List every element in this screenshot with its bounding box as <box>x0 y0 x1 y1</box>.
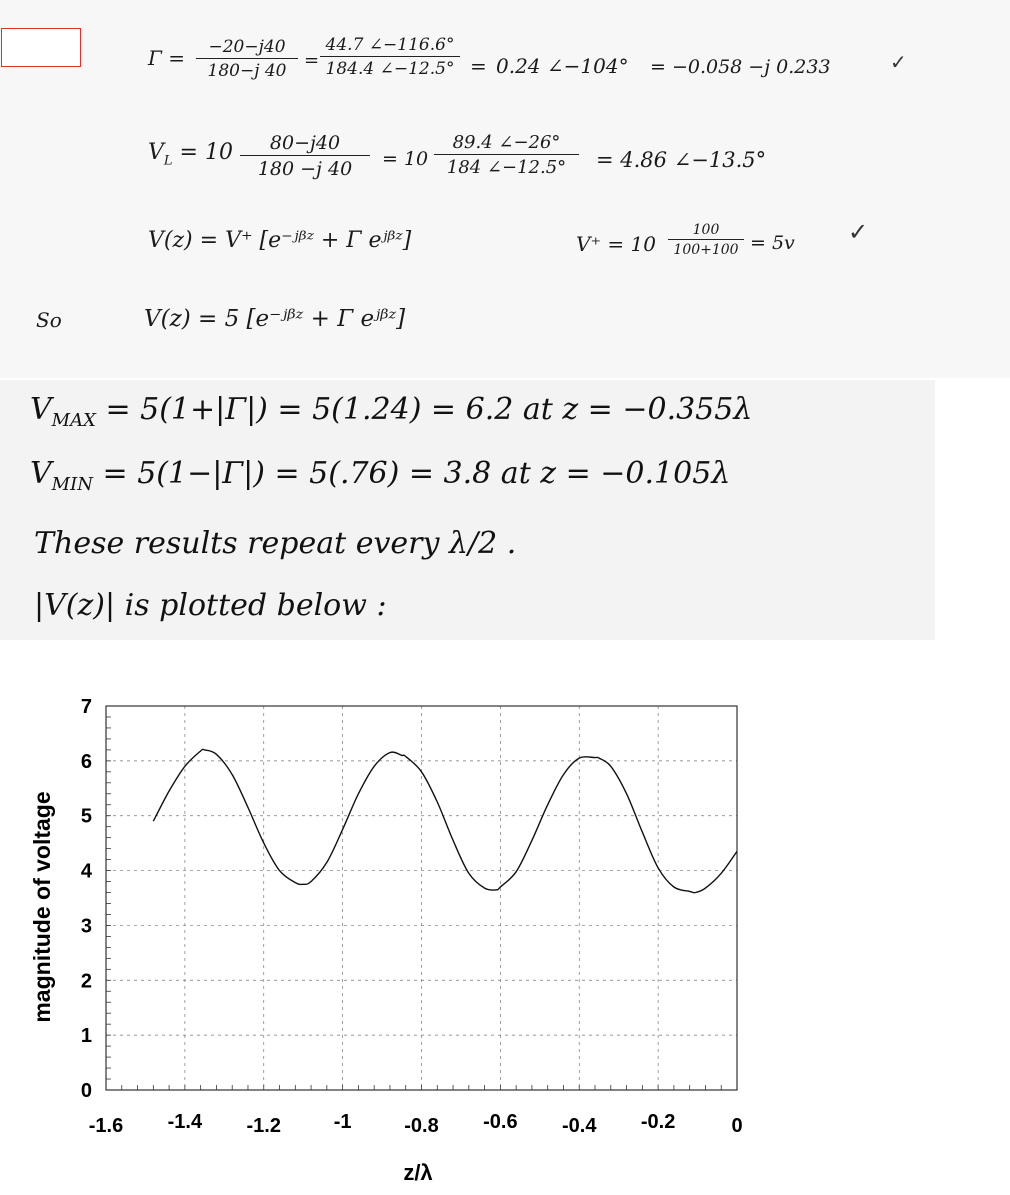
x-tick-label: -0.2 <box>640 1111 676 1133</box>
vl-eq-1: = 10 <box>382 148 429 170</box>
vplus-fraction <box>668 222 744 258</box>
x-tick-label: 0 <box>731 1115 743 1137</box>
vl-symbol: V <box>148 140 164 165</box>
gamma-rect: = −0.058 −j 0.233 <box>650 56 831 78</box>
y-tick-label: 6 <box>80 750 92 773</box>
x-tick-label: -0.4 <box>562 1115 597 1137</box>
so-word: So <box>36 308 62 332</box>
x-tick-label: -1 <box>333 1111 352 1133</box>
vmin-symbol: V <box>30 456 52 491</box>
x-tick-label: -1.2 <box>246 1115 281 1137</box>
vmin-subscript: MIN <box>51 474 93 495</box>
gamma-eq-2: = <box>470 54 487 78</box>
vl-multiplier: = 10 <box>179 140 233 165</box>
y-tick-label: 5 <box>80 805 92 828</box>
y-tick-label: 7 <box>80 696 92 718</box>
gamma-f1-denominator: 180−j 40 <box>207 61 287 81</box>
checkmark-icon: ✓ <box>890 50 907 74</box>
y-tick-label: 3 <box>80 915 92 938</box>
vl-result: = 4.86 ∠−13.5° <box>596 148 767 172</box>
vz-general-text: V(z) = V⁺ [e⁻ʲᵝᶻ + Γ eʲᵝᶻ] <box>148 228 412 253</box>
y-axis-label: magnitude of voltage <box>29 791 55 1023</box>
repeat-note: These results repeat every λ/2 . <box>34 526 517 561</box>
y-tick-label: 1 <box>80 1025 92 1048</box>
plot-grid <box>106 706 737 1090</box>
y-tick-label: 0 <box>80 1080 92 1102</box>
vplus-lhs: V⁺ = 10 <box>576 232 656 256</box>
vz-specific-text: V(z) = 5 [e⁻ʲᵝᶻ + Γ eʲᵝᶻ] <box>144 306 406 332</box>
vl-f1-numerator: 80−j40 <box>240 132 370 156</box>
x-tick-label: -0.6 <box>483 1111 518 1133</box>
vl-f2-numerator: 89.4 ∠−26° <box>434 132 579 155</box>
gamma-eq-1: = <box>304 50 320 71</box>
plotted-note: |V(z)| is plotted below : <box>34 588 387 623</box>
vplus-numerator: 100 <box>668 222 744 240</box>
vplus-rhs: = 5v <box>750 232 795 254</box>
gamma-polar: 0.24 ∠−104° <box>496 54 629 78</box>
vmax-subscript: MAX <box>51 410 96 431</box>
x-tick-label: -1.4 <box>167 1111 203 1133</box>
vplus-denominator: 100+100 <box>673 242 739 258</box>
x-tick-label: -1.6 <box>88 1115 124 1137</box>
vmax-text <box>30 392 752 431</box>
vl-fraction-1 <box>240 132 370 180</box>
checkmark-icon: ✓ <box>848 218 869 246</box>
gamma-fraction-2 <box>320 35 460 79</box>
x-tick-label: -0.8 <box>404 1115 439 1137</box>
voltage-plot <box>0 680 1010 1195</box>
y-tick-label: 2 <box>80 970 92 993</box>
vl-fraction-2 <box>434 132 579 178</box>
y-tick-label: 4 <box>80 860 92 883</box>
vmin-text <box>30 456 730 495</box>
x-axis-label: z/λ <box>403 1160 433 1185</box>
vl-f1-denominator: 180 −j 40 <box>257 158 353 180</box>
vl-lhs <box>148 140 233 168</box>
vmax-expression: = 5(1+|Γ|) = 5(1.24) = 6.2 at z = −0.355λ <box>105 392 753 427</box>
gamma-f1-numerator: −20−j40 <box>196 37 298 59</box>
red-outline-box <box>1 28 81 67</box>
gamma-f2-denominator: 184.4 ∠−12.5° <box>325 59 455 79</box>
gamma-fraction-1 <box>196 37 298 81</box>
vmin-expression: = 5(1−|Γ|) = 5(.76) = 3.8 at z = −0.105λ <box>102 456 731 491</box>
vl-subscript: L <box>163 153 173 169</box>
vmax-symbol: V <box>30 392 52 427</box>
vl-f2-denominator: 184 ∠−12.5° <box>446 157 567 178</box>
gamma-f2-numerator: 44.7 ∠−116.6° <box>320 35 460 57</box>
gamma-lhs: Γ = <box>148 46 185 70</box>
voltage-curve <box>153 749 737 893</box>
